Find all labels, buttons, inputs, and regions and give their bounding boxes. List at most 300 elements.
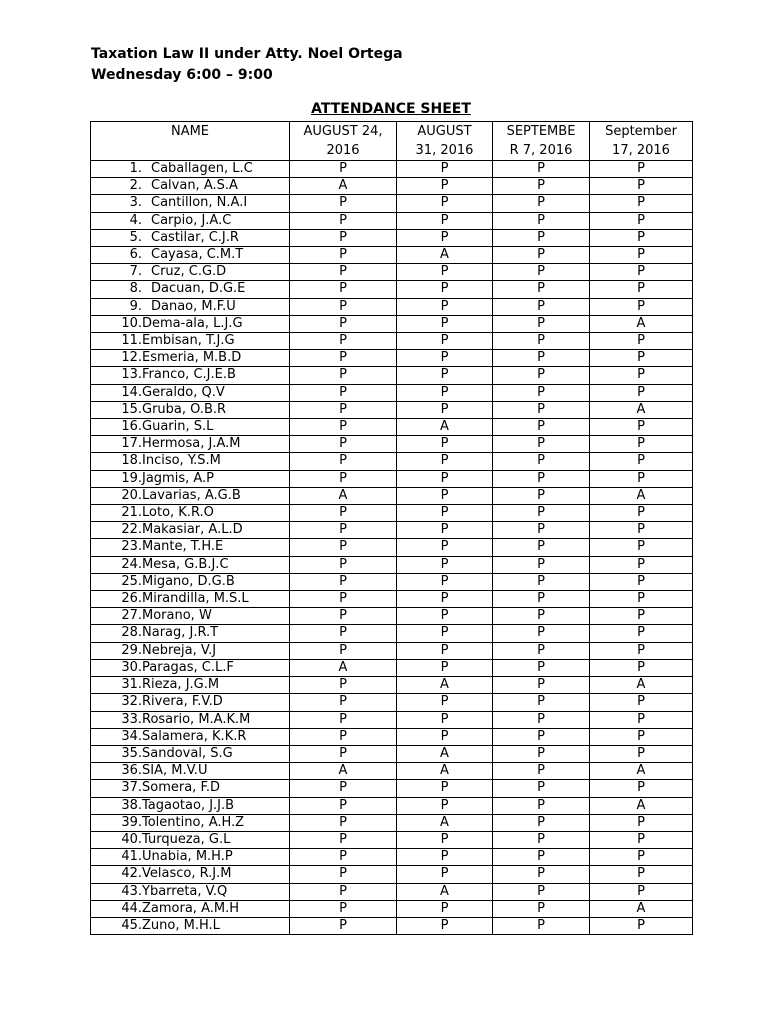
attendance-mark: P xyxy=(493,780,590,797)
table-row xyxy=(91,642,693,659)
attendance-mark: P xyxy=(290,745,397,762)
attendance-mark: P xyxy=(590,849,693,866)
student-cell xyxy=(91,711,290,728)
student-cell xyxy=(91,573,290,590)
attendance-mark: A xyxy=(590,900,693,917)
student-name: Narag, J.R.T xyxy=(142,625,219,641)
attendance-mark: A xyxy=(290,659,397,676)
attendance-mark: P xyxy=(590,728,693,745)
attendance-mark: P xyxy=(290,728,397,745)
attendance-mark: P xyxy=(290,900,397,917)
student-name: Hermosa, J.A.M xyxy=(142,436,241,452)
attendance-mark: P xyxy=(397,298,493,315)
attendance-mark: P xyxy=(493,505,590,522)
student-cell xyxy=(91,470,290,487)
student-name: Franco, C.J.E.B xyxy=(142,367,236,383)
attendance-mark: P xyxy=(493,745,590,762)
student-name: Rieza, J.G.M xyxy=(142,677,220,693)
attendance-mark: P xyxy=(397,728,493,745)
attendance-mark: P xyxy=(493,419,590,436)
student-name: Sandoval, S.G xyxy=(142,745,233,761)
attendance-mark: P xyxy=(290,401,397,418)
attendance-mark: P xyxy=(290,470,397,487)
attendance-mark: P xyxy=(493,161,590,178)
attendance-mark: P xyxy=(590,419,693,436)
attendance-mark: P xyxy=(397,487,493,504)
attendance-mark: P xyxy=(290,505,397,522)
attendance-mark: P xyxy=(397,436,493,453)
attendance-mark: P xyxy=(493,900,590,917)
row-number: 30. xyxy=(121,659,142,675)
attendance-mark: P xyxy=(290,453,397,470)
table-row xyxy=(91,780,693,797)
attendance-mark: A xyxy=(590,763,693,780)
student-name: Carpio, J.A.C xyxy=(151,212,232,228)
attendance-mark: P xyxy=(590,539,693,556)
header-row xyxy=(91,122,693,161)
student-cell xyxy=(91,539,290,556)
attendance-mark: P xyxy=(590,436,693,453)
student-cell xyxy=(91,780,290,797)
attendance-mark: P xyxy=(290,849,397,866)
attendance-mark: P xyxy=(290,350,397,367)
student-name: Lavarias, A.G.B xyxy=(142,487,241,503)
attendance-mark: P xyxy=(493,642,590,659)
attendance-mark: A xyxy=(590,315,693,332)
student-name: Ybarreta, V.Q xyxy=(142,883,228,899)
student-name: Caballagen, L.C xyxy=(151,161,253,176)
student-cell xyxy=(91,745,290,762)
attendance-mark: P xyxy=(590,711,693,728)
attendance-mark: P xyxy=(397,229,493,246)
table-row xyxy=(91,264,693,281)
student-name: Migano, D.G.B xyxy=(142,573,235,589)
attendance-mark: P xyxy=(397,333,493,350)
student-cell xyxy=(91,247,290,264)
attendance-mark: P xyxy=(493,814,590,831)
attendance-mark: P xyxy=(290,831,397,848)
student-name: Zamora, A.M.H xyxy=(142,900,239,916)
student-name: Geraldo, Q.V xyxy=(142,384,225,400)
attendance-mark: A xyxy=(290,763,397,780)
attendance-mark: P xyxy=(493,711,590,728)
student-name: Cruz, C.G.D xyxy=(151,264,227,280)
table-row xyxy=(91,763,693,780)
attendance-mark: P xyxy=(397,470,493,487)
attendance-mark: P xyxy=(493,866,590,883)
row-number: 34. xyxy=(121,728,142,744)
attendance-mark: P xyxy=(590,573,693,590)
student-name: Jagmis, A.P xyxy=(142,470,215,486)
attendance-mark: P xyxy=(493,384,590,401)
table-row xyxy=(91,711,693,728)
attendance-mark: A xyxy=(397,419,493,436)
row-number: 40. xyxy=(121,831,142,847)
table-row xyxy=(91,229,693,246)
table-row xyxy=(91,384,693,401)
attendance-mark: A xyxy=(397,677,493,694)
attendance-mark: P xyxy=(397,401,493,418)
attendance-mark: P xyxy=(590,608,693,625)
student-cell xyxy=(91,487,290,504)
attendance-mark: P xyxy=(493,487,590,504)
student-cell xyxy=(91,384,290,401)
attendance-mark: A xyxy=(397,745,493,762)
attendance-mark: P xyxy=(290,384,397,401)
student-cell xyxy=(91,401,290,418)
attendance-mark: P xyxy=(493,367,590,384)
attendance-mark: P xyxy=(493,608,590,625)
attendance-mark: P xyxy=(397,556,493,573)
attendance-mark: P xyxy=(290,608,397,625)
row-number: 23. xyxy=(121,539,142,555)
student-cell xyxy=(91,436,290,453)
row-number: 14. xyxy=(121,384,142,400)
student-cell xyxy=(91,367,290,384)
row-number: 42. xyxy=(121,866,142,882)
attendance-mark: P xyxy=(397,350,493,367)
student-name: Mante, T.H.E xyxy=(142,539,224,555)
student-name: Mirandilla, M.S.L xyxy=(142,591,249,607)
table-row xyxy=(91,350,693,367)
attendance-mark: P xyxy=(590,298,693,315)
attendance-mark: P xyxy=(290,333,397,350)
attendance-mark: P xyxy=(397,917,493,934)
student-name: Cantillon, N.A.I xyxy=(151,195,248,211)
row-number: 20. xyxy=(121,487,142,503)
student-cell xyxy=(91,694,290,711)
attendance-mark: P xyxy=(290,642,397,659)
attendance-mark: P xyxy=(290,367,397,384)
column-header-sep17: September 17, 2016 xyxy=(590,122,693,161)
attendance-mark: P xyxy=(290,298,397,315)
student-name: Zuno, M.H.L xyxy=(142,917,220,933)
row-number: 3. xyxy=(129,195,142,211)
table-row xyxy=(91,797,693,814)
attendance-mark: P xyxy=(397,161,493,178)
row-number: 24. xyxy=(121,556,142,572)
row-number: 33. xyxy=(121,711,142,727)
student-name: Somera, F.D xyxy=(142,780,220,796)
attendance-mark: P xyxy=(493,849,590,866)
attendance-mark: P xyxy=(397,591,493,608)
row-number: 22. xyxy=(121,522,142,538)
student-name: Castilar, C.J.R xyxy=(151,229,239,245)
attendance-mark: P xyxy=(493,591,590,608)
attendance-mark: P xyxy=(290,556,397,573)
attendance-mark: P xyxy=(397,849,493,866)
row-number: 36. xyxy=(121,763,142,779)
attendance-mark: P xyxy=(290,539,397,556)
table-row xyxy=(91,178,693,195)
student-cell xyxy=(91,178,290,195)
attendance-mark: P xyxy=(397,281,493,298)
table-row xyxy=(91,831,693,848)
student-cell xyxy=(91,883,290,900)
table-row xyxy=(91,728,693,745)
attendance-mark: P xyxy=(493,229,590,246)
attendance-mark: P xyxy=(290,161,397,178)
attendance-mark: A xyxy=(590,677,693,694)
attendance-mark: P xyxy=(590,350,693,367)
attendance-mark: P xyxy=(493,401,590,418)
attendance-mark: P xyxy=(590,883,693,900)
attendance-mark: P xyxy=(590,470,693,487)
table-row xyxy=(91,556,693,573)
student-name: Calvan, A.S.A xyxy=(151,178,238,194)
attendance-mark: P xyxy=(397,195,493,212)
attendance-mark: P xyxy=(493,677,590,694)
attendance-mark: P xyxy=(290,436,397,453)
attendance-mark: P xyxy=(397,367,493,384)
table-row xyxy=(91,161,693,178)
student-name: Salamera, K.K.R xyxy=(142,728,247,744)
table-row xyxy=(91,212,693,229)
table-row xyxy=(91,900,693,917)
row-number: 26. xyxy=(121,591,142,607)
attendance-mark: P xyxy=(493,315,590,332)
table-row xyxy=(91,677,693,694)
attendance-mark: P xyxy=(590,522,693,539)
student-cell xyxy=(91,900,290,917)
attendance-mark: A xyxy=(590,487,693,504)
table-row xyxy=(91,470,693,487)
row-number: 32. xyxy=(121,694,142,710)
student-name: Tagaotao, J.J.B xyxy=(142,797,235,813)
student-name: SIA, M.V.U xyxy=(142,763,208,779)
attendance-mark: P xyxy=(493,728,590,745)
student-cell xyxy=(91,763,290,780)
table-row xyxy=(91,659,693,676)
attendance-mark: P xyxy=(290,264,397,281)
attendance-mark: P xyxy=(493,659,590,676)
attendance-mark: P xyxy=(493,522,590,539)
attendance-mark: P xyxy=(493,573,590,590)
attendance-mark: P xyxy=(590,264,693,281)
attendance-mark: A xyxy=(590,401,693,418)
row-number: 13. xyxy=(121,367,142,383)
attendance-mark: P xyxy=(590,212,693,229)
row-number: 35. xyxy=(121,745,142,761)
attendance-mark: P xyxy=(590,195,693,212)
student-cell xyxy=(91,350,290,367)
column-header-name: NAME xyxy=(91,122,290,161)
attendance-mark: A xyxy=(590,797,693,814)
student-name: Loto, K.R.O xyxy=(142,505,214,521)
table-row xyxy=(91,745,693,762)
attendance-table xyxy=(90,121,693,935)
attendance-mark: P xyxy=(590,247,693,264)
row-number: 29. xyxy=(121,642,142,658)
row-number: 12. xyxy=(121,350,142,366)
table-row xyxy=(91,401,693,418)
table-row xyxy=(91,814,693,831)
student-cell xyxy=(91,831,290,848)
student-cell xyxy=(91,298,290,315)
row-number: 16. xyxy=(121,419,142,435)
table-row xyxy=(91,453,693,470)
attendance-mark: P xyxy=(493,436,590,453)
table-row xyxy=(91,694,693,711)
attendance-mark: P xyxy=(397,831,493,848)
student-cell xyxy=(91,195,290,212)
attendance-mark: P xyxy=(290,711,397,728)
attendance-mark: P xyxy=(397,505,493,522)
attendance-mark: A xyxy=(397,763,493,780)
attendance-mark: P xyxy=(397,642,493,659)
attendance-mark: P xyxy=(493,797,590,814)
attendance-mark: P xyxy=(590,333,693,350)
student-name: Makasiar, A.L.D xyxy=(142,522,243,538)
student-name: Esmeria, M.B.D xyxy=(142,350,242,366)
row-number: 11. xyxy=(121,333,142,349)
student-name: Rivera, F.V.D xyxy=(142,694,223,710)
student-name: Unabia, M.H.P xyxy=(142,849,233,865)
table-row xyxy=(91,315,693,332)
attendance-mark: P xyxy=(493,917,590,934)
row-number: 9. xyxy=(129,298,142,314)
attendance-mark: P xyxy=(290,814,397,831)
row-number: 45. xyxy=(121,917,142,933)
student-cell xyxy=(91,642,290,659)
table-row xyxy=(91,591,693,608)
table-row xyxy=(91,608,693,625)
attendance-mark: P xyxy=(590,866,693,883)
attendance-mark: P xyxy=(290,195,397,212)
attendance-mark: P xyxy=(290,522,397,539)
attendance-mark: P xyxy=(590,591,693,608)
attendance-mark: P xyxy=(290,694,397,711)
course-title: Taxation Law II under Atty. Noel Ortega xyxy=(91,46,403,62)
row-number: 8. xyxy=(129,281,142,297)
attendance-mark: P xyxy=(590,384,693,401)
attendance-mark: P xyxy=(493,195,590,212)
row-number: 25. xyxy=(121,573,142,589)
attendance-mark: A xyxy=(290,178,397,195)
student-name: Guarin, S.L xyxy=(142,419,214,435)
table-row xyxy=(91,849,693,866)
student-name: Nebreja, V.J xyxy=(142,642,217,658)
student-cell xyxy=(91,608,290,625)
student-cell xyxy=(91,659,290,676)
table-row xyxy=(91,866,693,883)
attendance-mark: P xyxy=(590,178,693,195)
attendance-mark: P xyxy=(493,298,590,315)
row-number: 38. xyxy=(121,797,142,813)
attendance-mark: P xyxy=(493,763,590,780)
student-cell xyxy=(91,866,290,883)
attendance-mark: P xyxy=(590,694,693,711)
row-number: 43. xyxy=(121,883,142,899)
table-row xyxy=(91,573,693,590)
attendance-mark: P xyxy=(397,384,493,401)
column-header-aug31: AUGUST 31, 2016 xyxy=(397,122,493,161)
row-number: 17. xyxy=(121,436,142,452)
attendance-mark: P xyxy=(493,694,590,711)
attendance-mark: P xyxy=(590,814,693,831)
attendance-mark: P xyxy=(590,917,693,934)
row-number: 5. xyxy=(129,229,142,245)
attendance-mark: P xyxy=(590,556,693,573)
attendance-mark: P xyxy=(590,780,693,797)
row-number: 10. xyxy=(121,315,142,331)
attendance-mark: A xyxy=(290,487,397,504)
student-name: Paragas, C.L.F xyxy=(142,659,234,675)
attendance-mark: P xyxy=(590,831,693,848)
attendance-mark: P xyxy=(493,470,590,487)
attendance-mark: P xyxy=(397,659,493,676)
attendance-mark: P xyxy=(397,178,493,195)
attendance-mark: P xyxy=(290,573,397,590)
student-cell xyxy=(91,814,290,831)
attendance-mark: P xyxy=(397,625,493,642)
attendance-mark: P xyxy=(590,505,693,522)
row-number: 41. xyxy=(121,849,142,865)
attendance-mark: P xyxy=(290,917,397,934)
attendance-mark: P xyxy=(493,350,590,367)
table-row xyxy=(91,247,693,264)
attendance-mark: P xyxy=(290,315,397,332)
attendance-mark: P xyxy=(397,711,493,728)
attendance-mark: P xyxy=(290,780,397,797)
student-cell xyxy=(91,556,290,573)
attendance-mark: P xyxy=(590,161,693,178)
table-row xyxy=(91,522,693,539)
table-row xyxy=(91,625,693,642)
student-cell xyxy=(91,917,290,934)
student-cell xyxy=(91,591,290,608)
attendance-mark: P xyxy=(493,556,590,573)
table-row xyxy=(91,436,693,453)
student-cell xyxy=(91,453,290,470)
table-row xyxy=(91,281,693,298)
student-name: Gruba, O.B.R xyxy=(142,401,227,417)
attendance-mark: P xyxy=(290,677,397,694)
student-cell xyxy=(91,728,290,745)
student-name: Velasco, R.J.M xyxy=(142,866,232,882)
row-number: 6. xyxy=(129,247,142,263)
attendance-mark: P xyxy=(590,642,693,659)
attendance-mark: P xyxy=(493,453,590,470)
attendance-mark: P xyxy=(290,212,397,229)
table-row xyxy=(91,883,693,900)
table-row xyxy=(91,367,693,384)
student-name: Cayasa, C.M.T xyxy=(151,247,244,263)
student-cell xyxy=(91,212,290,229)
attendance-mark: P xyxy=(290,419,397,436)
table-row xyxy=(91,539,693,556)
attendance-mark: P xyxy=(397,694,493,711)
attendance-mark: P xyxy=(397,453,493,470)
attendance-mark: P xyxy=(290,883,397,900)
table-row xyxy=(91,298,693,315)
attendance-mark: P xyxy=(493,539,590,556)
attendance-mark: P xyxy=(590,659,693,676)
attendance-mark: P xyxy=(590,367,693,384)
attendance-mark: P xyxy=(397,797,493,814)
student-cell xyxy=(91,419,290,436)
row-number: 2. xyxy=(129,178,142,194)
row-number: 7. xyxy=(129,264,142,280)
attendance-mark: P xyxy=(290,247,397,264)
sheet-title: ATTENDANCE SHEET xyxy=(311,101,471,117)
student-cell xyxy=(91,505,290,522)
row-number: 1. xyxy=(129,161,142,176)
class-schedule: Wednesday 6:00 – 9:00 xyxy=(91,67,273,83)
student-name: Dema-ala, L.J.G xyxy=(142,315,243,331)
table-row xyxy=(91,419,693,436)
column-header-aug24: AUGUST 24, 2016 xyxy=(290,122,397,161)
